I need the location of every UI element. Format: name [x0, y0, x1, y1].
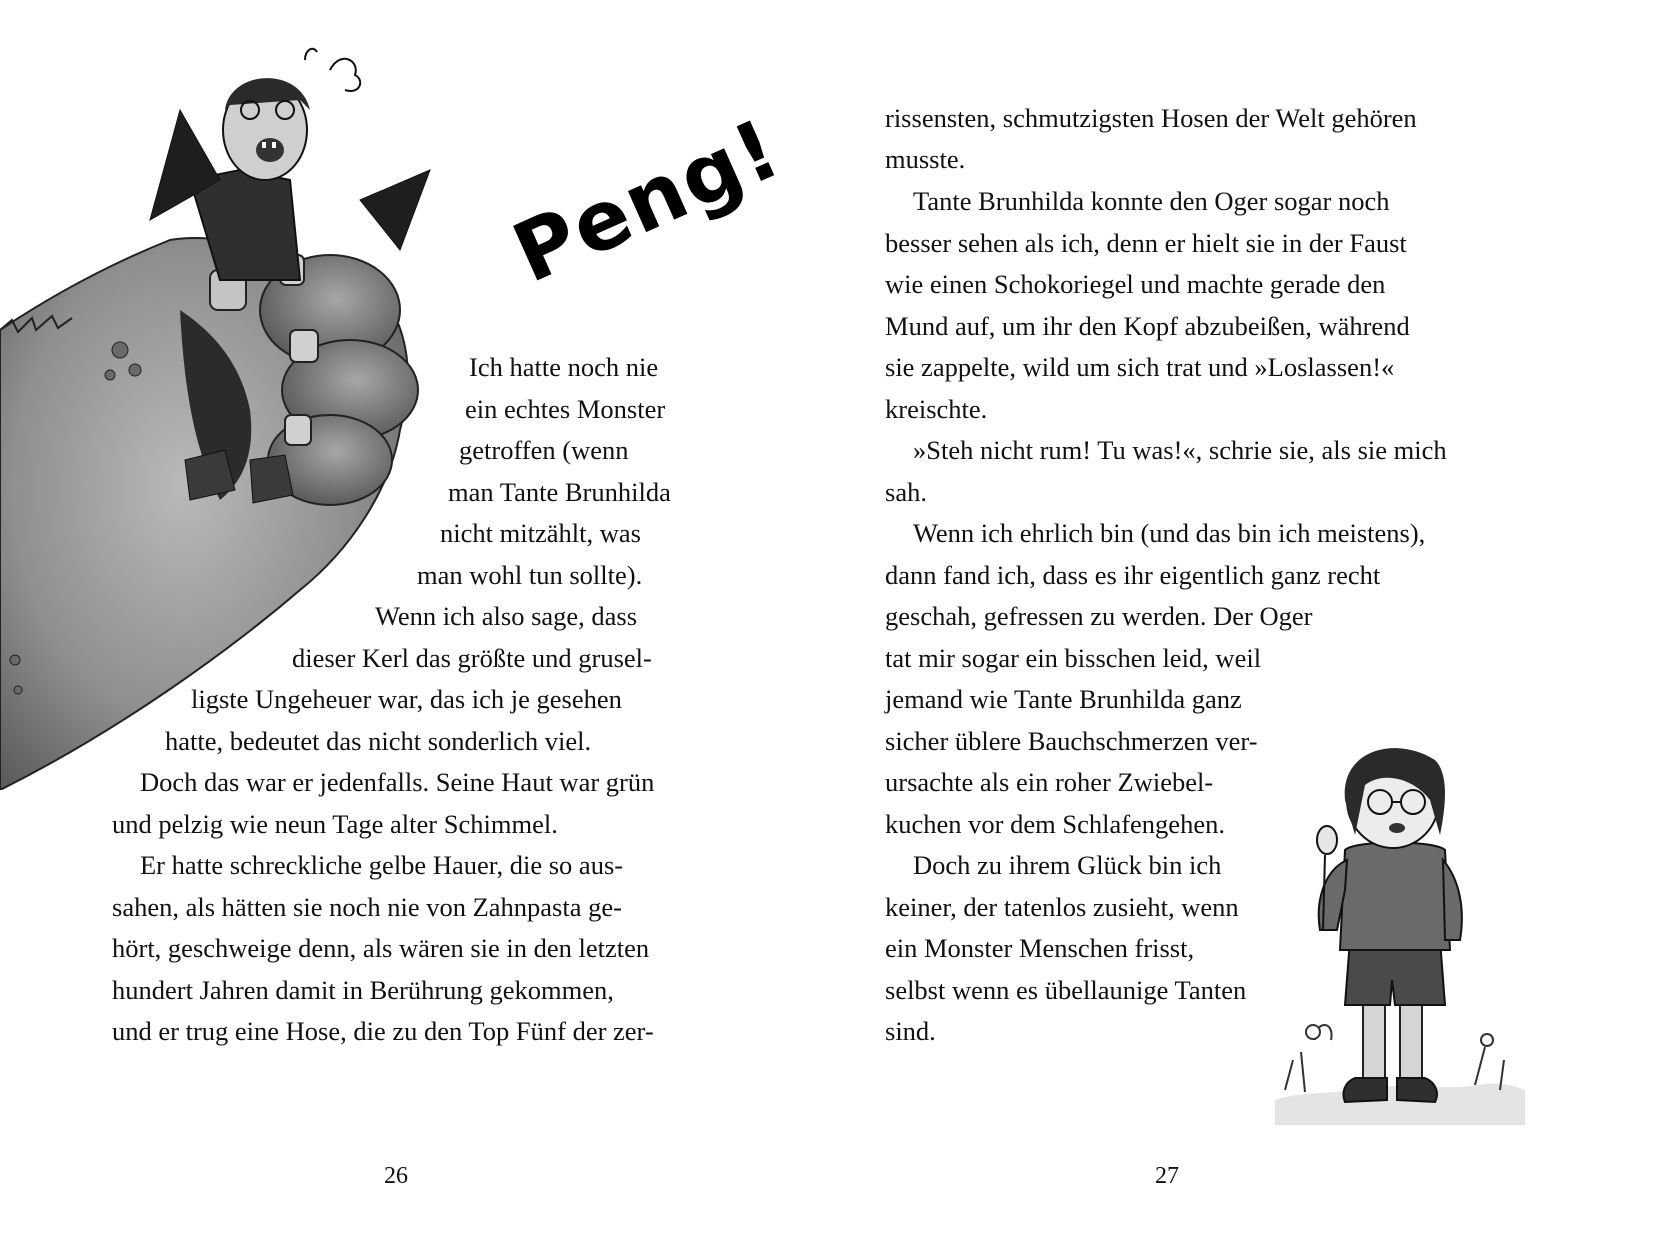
text-line: getroffen (wenn — [459, 435, 629, 465]
text-line: kreischte. — [885, 394, 988, 424]
text-line: musste. — [885, 144, 966, 174]
text-line: selbst wenn es übellaunige Tanten — [885, 975, 1247, 1005]
text-line: Doch das war er jedenfalls. Seine Haut war grün — [140, 767, 655, 797]
text-line: kuchen vor dem Schlafengehen. — [885, 809, 1225, 839]
text-line: »Steh nicht rum! Tu was!«, schrie sie, als sie mich — [913, 435, 1447, 465]
text-line: hört, geschweige denn, als wären sie in den letzten — [112, 933, 650, 963]
text-line: jemand wie Tante Brunhilda ganz — [885, 684, 1242, 714]
text-line: ursachte als ein roher Zwiebel- — [885, 767, 1214, 797]
text-line: besser sehen als ich, denn er hielt sie in der Faust — [885, 228, 1407, 258]
text-line: nicht mitzählt, was — [440, 518, 641, 548]
text-line: Er hatte schreckliche gelbe Hauer, die so aus- — [140, 850, 624, 880]
text-line: rissensten, schmutzigsten Hosen der Welt gehören — [885, 103, 1417, 133]
text-line: und pelzig wie neun Tage alter Schimmel. — [112, 809, 558, 839]
text-line: Ich hatte noch nie — [469, 352, 659, 382]
right-page — [827, 0, 1654, 1252]
text-line: sicher üblere Bauchschmerzen ver- — [885, 726, 1258, 756]
peng-sound-effect: Peng! — [500, 101, 795, 302]
text-line: man Tante Brunhilda — [448, 477, 671, 507]
text-line: wie einen Schokoriegel und machte gerade den — [885, 269, 1386, 299]
text-line: man wohl tun sollte). — [417, 560, 643, 590]
text-line: Wenn ich also sage, dass — [375, 601, 638, 631]
text-line: ein Monster Menschen frisst, — [885, 933, 1195, 963]
child-illustration — [1275, 740, 1525, 1125]
text-line: sahen, als hätten sie noch nie von Zahnpasta ge- — [112, 892, 622, 922]
text-line: tat mir sogar ein bisschen leid, weil — [885, 643, 1262, 673]
page-number: 26 — [384, 1163, 408, 1189]
text-line: ein echtes Monster — [465, 394, 666, 424]
text-line: Mund auf, um ihr den Kopf abzubeißen, während — [885, 311, 1410, 341]
page-number: 27 — [1155, 1163, 1179, 1189]
text-line: sie zappelte, wild um sich trat und »Loslassen!« — [885, 352, 1395, 382]
text-line: ligste Ungeheuer war, das ich je gesehen — [191, 684, 622, 714]
ogre-fist-illustration — [0, 30, 470, 790]
text-line: hatte, bedeutet das nicht sonderlich viel. — [165, 726, 592, 756]
text-line: dieser Kerl das größte und grusel- — [292, 643, 652, 673]
text-line: dann fand ich, dass es ihr eigentlich ganz recht — [885, 560, 1381, 590]
text-line: geschah, gefressen zu werden. Der Oger — [885, 601, 1313, 631]
text-line: Doch zu ihrem Glück bin ich — [913, 850, 1222, 880]
text-line: hundert Jahren damit in Berührung gekommen, — [112, 975, 614, 1005]
text-line: Wenn ich ehrlich bin (und das bin ich meistens), — [913, 518, 1426, 548]
text-line: keiner, der tatenlos zusieht, wenn — [885, 892, 1239, 922]
text-line: und er trug eine Hose, die zu den Top Fünf der zer- — [112, 1016, 654, 1046]
text-line: sah. — [885, 477, 927, 507]
text-line: Tante Brunhilda konnte den Oger sogar noch — [913, 186, 1390, 216]
text-line: sind. — [885, 1016, 936, 1046]
